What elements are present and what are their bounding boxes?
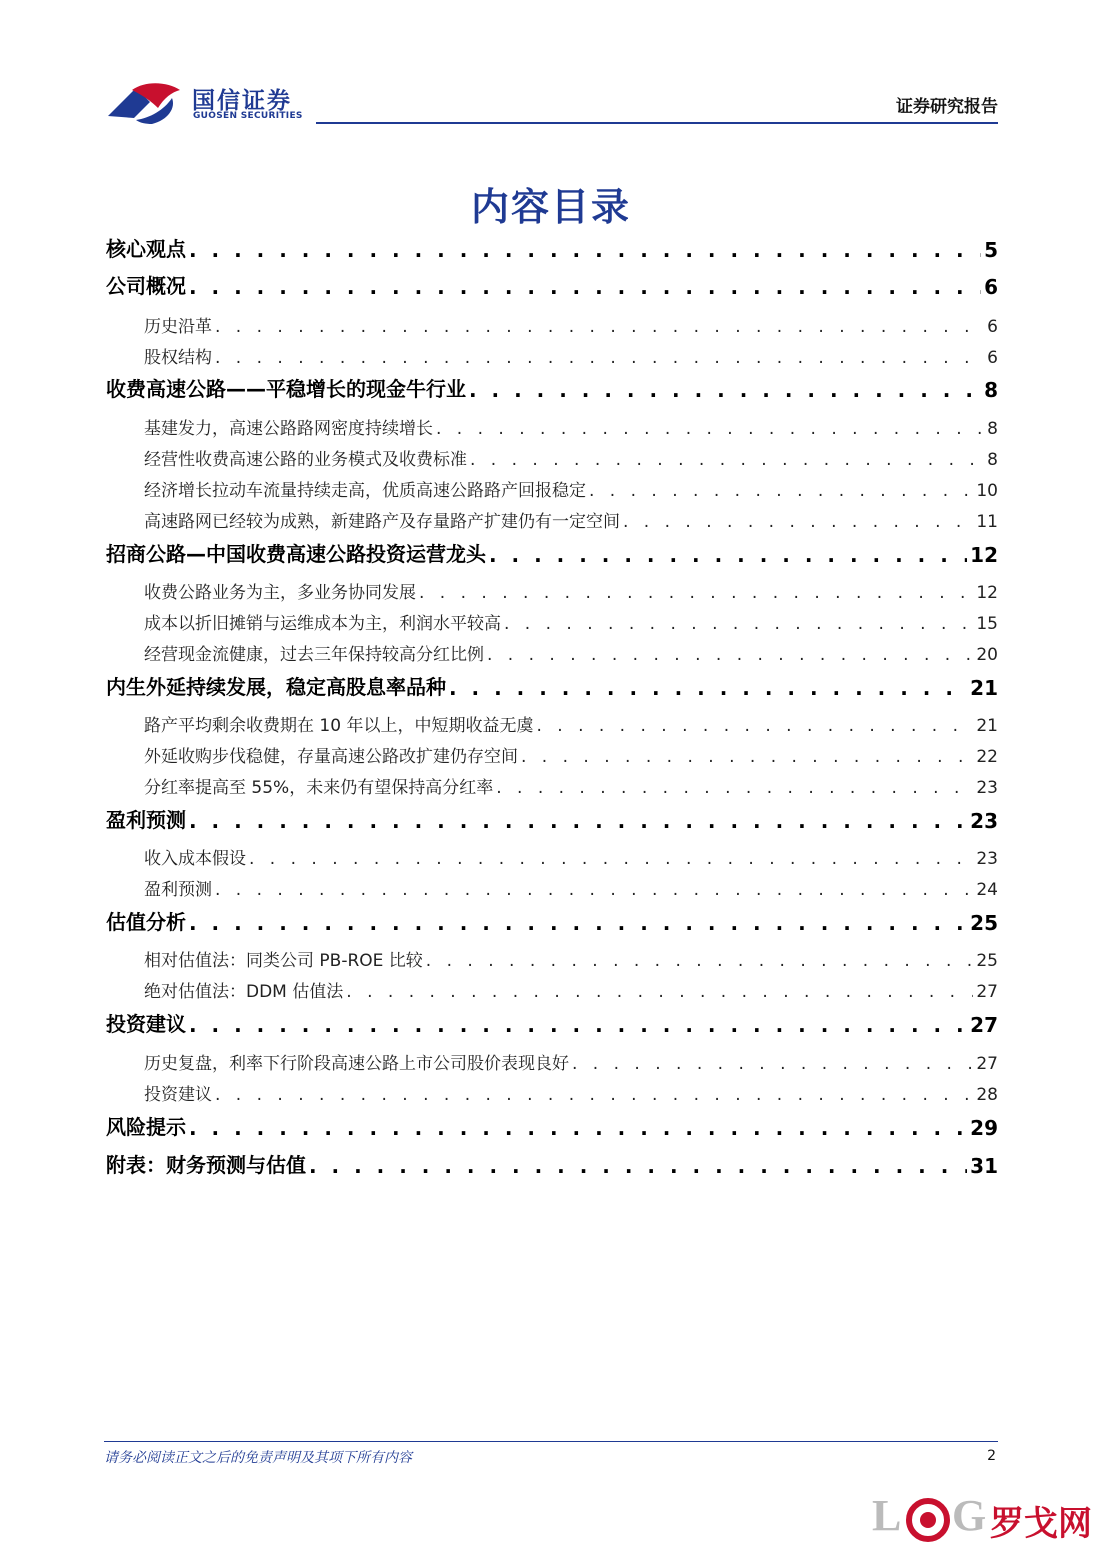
toc-subsection-entry[interactable] bbox=[106, 839, 998, 869]
toc-dot-leader bbox=[496, 778, 973, 798]
guosen-logo bbox=[106, 80, 306, 130]
toc-subsection-entry[interactable] bbox=[106, 338, 998, 368]
toc-page-number: 27 bbox=[976, 1054, 998, 1074]
toc-entry-title: 估值分析 bbox=[106, 910, 186, 934]
toc-entry-title: 收入成本假设 bbox=[144, 849, 246, 869]
toc-page-number: 6 bbox=[984, 275, 998, 299]
toc-dot-leader bbox=[419, 583, 973, 603]
footer-disclaimer: 请务必阅读正文之后的免责声明及其项下所有内容 bbox=[104, 1450, 412, 1466]
toc-dot-leader bbox=[487, 645, 973, 665]
toc-section-entry[interactable] bbox=[106, 372, 998, 402]
toc-entry-title: 历史复盘，利率下行阶段高速公路上市公司股价表现良好 bbox=[144, 1054, 569, 1074]
toc-dot-leader bbox=[470, 450, 984, 470]
toc-page-number: 5 bbox=[984, 238, 998, 262]
toc-subsection-entry[interactable] bbox=[106, 1044, 998, 1074]
toc-subsection-entry[interactable] bbox=[106, 573, 998, 603]
toc-entry-title: 基建发力，高速公路路网密度持续增长 bbox=[144, 419, 433, 439]
toc-entry-title: 投资建议 bbox=[106, 1012, 186, 1036]
toc-dot-leader bbox=[504, 614, 973, 634]
toc-subsection-entry[interactable] bbox=[106, 870, 998, 900]
toc-entry-title: 成本以折旧摊销与运维成本为主，利润水平较高 bbox=[144, 614, 501, 634]
toc-subsection-entry[interactable] bbox=[106, 1075, 998, 1105]
toc-dot-leader bbox=[436, 419, 984, 439]
toc-subsection-entry[interactable] bbox=[106, 635, 998, 665]
toc-entry-title: 绝对估值法：DDM 估值法 bbox=[144, 982, 344, 1002]
watermark-letter-g: G bbox=[952, 1491, 987, 1540]
toc-entry-title: 公司概况 bbox=[106, 274, 186, 298]
toc-dot-leader bbox=[489, 543, 967, 567]
toc-page-number: 28 bbox=[976, 1085, 998, 1105]
watermark-logo bbox=[872, 1486, 1092, 1546]
toc-page-number: 21 bbox=[970, 676, 998, 700]
toc-page-number: 25 bbox=[976, 951, 998, 971]
toc-subsection-entry[interactable] bbox=[106, 471, 998, 501]
toc-dot-leader bbox=[189, 275, 981, 299]
toc-dot-leader bbox=[469, 378, 981, 402]
toc-page-number: 23 bbox=[976, 849, 998, 869]
toc-section-entry[interactable] bbox=[106, 1110, 998, 1140]
toc-dot-leader bbox=[346, 982, 973, 1002]
toc-title: 内容目录 bbox=[470, 185, 631, 229]
toc-page-number: 23 bbox=[976, 778, 998, 798]
toc-entry-title: 招商公路—中国收费高速公路投资运营龙头 bbox=[106, 542, 486, 566]
toc-page-number: 23 bbox=[970, 809, 998, 833]
toc-section-entry[interactable] bbox=[106, 1007, 998, 1037]
toc-entry-title: 股权结构 bbox=[144, 348, 212, 368]
toc-page-number: 24 bbox=[976, 880, 998, 900]
toc-dot-leader bbox=[521, 747, 973, 767]
toc-section-entry[interactable] bbox=[106, 670, 998, 700]
toc-page-number: 27 bbox=[976, 982, 998, 1002]
toc-page-number: 12 bbox=[976, 583, 998, 603]
toc-dot-leader bbox=[536, 716, 973, 736]
toc-subsection-entry[interactable] bbox=[106, 502, 998, 532]
toc-subsection-entry[interactable] bbox=[106, 706, 998, 736]
toc-subsection-entry[interactable] bbox=[106, 307, 998, 337]
toc-entry-title: 投资建议 bbox=[144, 1085, 212, 1105]
toc-entry-title: 经济增长拉动车流量持续走高，优质高速公路路产回报稳定 bbox=[144, 481, 586, 501]
toc-page-number: 21 bbox=[976, 716, 998, 736]
toc-entry-title: 盈利预测 bbox=[144, 880, 212, 900]
toc-entry-title: 经营现金流健康，过去三年保持较高分红比例 bbox=[144, 645, 484, 665]
toc-section-entry[interactable] bbox=[106, 232, 998, 262]
toc-page-number: 8 bbox=[984, 378, 998, 402]
toc-dot-leader bbox=[589, 481, 973, 501]
toc-subsection-entry[interactable] bbox=[106, 440, 998, 470]
toc-page-number: 22 bbox=[976, 747, 998, 767]
page-header bbox=[0, 0, 1102, 130]
toc-page-number: 27 bbox=[970, 1013, 998, 1037]
toc-page-number: 8 bbox=[987, 450, 998, 470]
toc-dot-leader bbox=[189, 911, 967, 935]
toc-page-number: 10 bbox=[976, 481, 998, 501]
watermark-circle-icon bbox=[906, 1498, 950, 1542]
toc-subsection-entry[interactable] bbox=[106, 972, 998, 1002]
watermark-text: 罗戈网 bbox=[990, 1504, 1092, 1544]
toc-subsection-entry[interactable] bbox=[106, 737, 998, 767]
logo-english-name: GUOSEN SECURITIES bbox=[193, 111, 303, 121]
watermark-letter-l: L bbox=[872, 1491, 902, 1540]
toc-dot-leader bbox=[426, 951, 974, 971]
toc-page-number: 8 bbox=[987, 419, 998, 439]
toc-page-number: 15 bbox=[976, 614, 998, 634]
logo-chinese-name: 国信证券 bbox=[192, 88, 292, 114]
toc-subsection-entry[interactable] bbox=[106, 941, 998, 971]
toc-entry-title: 历史沿革 bbox=[144, 317, 212, 337]
header-divider bbox=[316, 122, 998, 124]
toc-page-number: 20 bbox=[976, 645, 998, 665]
toc-dot-leader bbox=[189, 1013, 967, 1037]
toc-dot-leader bbox=[189, 809, 967, 833]
report-type-label: 证券研究报告 bbox=[896, 97, 998, 117]
toc-page-number: 6 bbox=[987, 317, 998, 337]
toc-page-number: 31 bbox=[970, 1154, 998, 1178]
toc-page-number: 29 bbox=[970, 1116, 998, 1140]
guosen-logo-icon bbox=[106, 80, 190, 128]
toc-dot-leader bbox=[309, 1154, 967, 1178]
toc-entry-title: 外延收购步伐稳健，存量高速公路改扩建仍存空间 bbox=[144, 747, 518, 767]
toc-subsection-entry[interactable] bbox=[106, 409, 998, 439]
toc-dot-leader bbox=[215, 1085, 973, 1105]
toc-entry-title: 分红率提高至 55%，未来仍有望保持高分红率 bbox=[144, 778, 494, 798]
toc-entry-title: 盈利预测 bbox=[106, 808, 186, 832]
toc-dot-leader bbox=[215, 317, 984, 337]
toc-entry-title: 高速路网已经较为成熟，新建路产及存量路产扩建仍有一定空间 bbox=[144, 512, 620, 532]
toc-dot-leader bbox=[623, 512, 973, 532]
toc-section-entry[interactable] bbox=[106, 269, 998, 299]
toc-entry-title: 内生外延持续发展，稳定高股息率品种 bbox=[106, 675, 446, 699]
toc-section-entry[interactable] bbox=[106, 803, 998, 833]
toc-entry-title: 经营性收费高速公路的业务模式及收费标准 bbox=[144, 450, 467, 470]
toc-dot-leader bbox=[572, 1054, 973, 1074]
toc-entry-title: 相对估值法：同类公司 PB-ROE 比较 bbox=[144, 951, 423, 971]
toc-entry-title: 附表：财务预测与估值 bbox=[106, 1153, 306, 1177]
toc-section-entry[interactable] bbox=[106, 1148, 998, 1178]
toc-dot-leader bbox=[189, 238, 981, 262]
toc-dot-leader bbox=[189, 1116, 967, 1140]
toc-dot-leader bbox=[215, 880, 973, 900]
toc-dot-leader bbox=[449, 676, 967, 700]
toc-entry-title: 收费公路业务为主，多业务协同发展 bbox=[144, 583, 416, 603]
toc-page-number: 25 bbox=[970, 911, 998, 935]
toc-page-number: 6 bbox=[987, 348, 998, 368]
toc-subsection-entry[interactable] bbox=[106, 604, 998, 634]
toc-page-number: 12 bbox=[970, 543, 998, 567]
toc-dot-leader bbox=[215, 348, 984, 368]
toc-entry-title: 核心观点 bbox=[106, 237, 186, 261]
toc-entry-title: 风险提示 bbox=[106, 1115, 186, 1139]
footer-page-number: 2 bbox=[987, 1448, 996, 1464]
toc-page-number: 11 bbox=[976, 512, 998, 532]
toc-entry-title: 路产平均剩余收费期在 10 年以上，中短期收益无虞 bbox=[144, 716, 534, 736]
footer-divider bbox=[104, 1441, 998, 1442]
toc-dot-leader bbox=[249, 849, 973, 869]
toc-entry-title: 收费高速公路——平稳增长的现金牛行业 bbox=[106, 377, 466, 401]
toc-subsection-entry[interactable] bbox=[106, 768, 998, 798]
toc-section-entry[interactable] bbox=[106, 537, 998, 567]
toc-section-entry[interactable] bbox=[106, 905, 998, 935]
